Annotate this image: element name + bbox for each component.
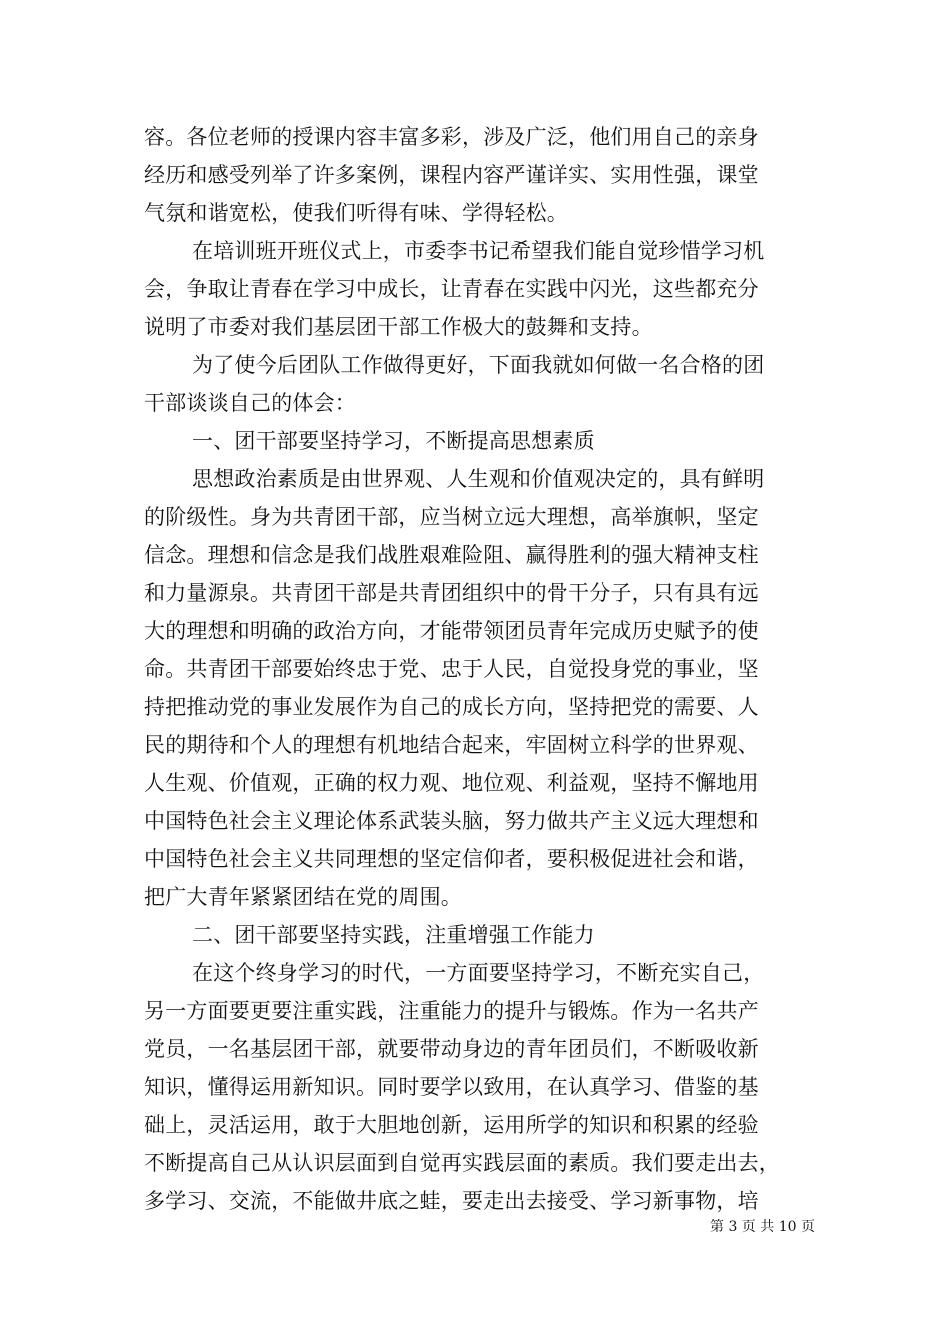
text-line: 信念。理想和信念是我们战胜艰难险阻、赢得胜利的强大精神支柱 [144,543,759,567]
text-line: 民的期待和个人的理想有机地结合起来，牢固树立科学的世界观、 [144,733,759,757]
text-line: 和力量源泉。共青团干部是共青团组织中的骨干分子，只有具有远 [144,581,759,605]
text-line: 干部谈谈自己的体会： [144,391,356,415]
text-line: 经历和感受列举了许多案例，课程内容严谨详实、实用性强，课堂 [144,163,759,187]
text-line: 中国特色社会主义理论体系武装头脑，努力做共产主义远大理想和 [144,809,759,833]
text-line: 不断提高自己从认识层面到自觉再实践层面的素质。我们要走出去， [144,1151,780,1175]
paragraph-start-line: 在培训班开班仪式上，市委李书记希望我们能自觉珍惜学习机 [192,239,765,263]
section-heading-2: 二、团干部要坚持实践，注重增强工作能力 [192,923,595,947]
text-line: 大的理想和明确的政治方向，才能带领团员青年完成历史赋予的使 [144,619,759,643]
text-line: 知识，懂得运用新知识。同时要学以致用，在认真学习、借鉴的基 [144,1075,759,1099]
text-line: 中国特色社会主义共同理想的坚定信仰者，要积极促进社会和谐， [144,847,759,871]
text-line: 气氛和谐宽松，使我们听得有味、学得轻松。 [144,201,568,225]
text-line: 党员，一名基层团干部，就要带动身边的青年团员们，不断吸收新 [144,1037,759,1061]
text-line: 的阶级性。身为共青团干部，应当树立远大理想，高举旗帜，坚定 [144,505,759,529]
paragraph-start-line: 在这个终身学习的时代，一方面要坚持学习，不断充实自己， [192,961,765,985]
document-body [144,118,816,1220]
text-line: 另一方面要更要注重实践，注重能力的提升与锻炼。作为一名共产 [144,999,759,1023]
text-line: 说明了市委对我们基层团干部工作极大的鼓舞和支持。 [144,315,653,339]
text-line: 础上，灵活运用，敢于大胆地创新，运用所学的知识和积累的经验 [144,1113,759,1137]
text-line: 人生观、价值观，正确的权力观、地位观、利益观，坚持不懈地用 [144,771,759,795]
text-line: 把广大青年紧紧团结在党的周围。 [144,885,462,909]
text-line: 会，争取让青春在学习中成长，让青春在实践中闪光，这些都充分 [144,277,759,301]
text-line: 持把推动党的事业发展作为自己的成长方向，坚持把党的需要、人 [144,695,759,719]
text-line: 多学习、交流，不能做井底之蛙，要走出去接受、学习新事物，培 [144,1189,759,1213]
text-line: 命。共青团干部要始终忠于党、忠于人民，自觉投身党的事业，坚 [144,657,759,681]
paragraph-start-line: 思想政治素质是由世界观、人生观和价值观决定的，具有鲜明 [192,467,765,491]
page-number-footer: 第 3 页 共 10 页 [710,1219,815,1235]
text-line: 容。各位老师的授课内容丰富多彩，涉及广泛，他们用自己的亲身 [144,125,759,149]
section-heading-1: 一、团干部要坚持学习，不断提高思想素质 [192,429,595,453]
paragraph-start-line: 为了使今后团队工作做得更好，下面我就如何做一名合格的团 [192,353,765,377]
